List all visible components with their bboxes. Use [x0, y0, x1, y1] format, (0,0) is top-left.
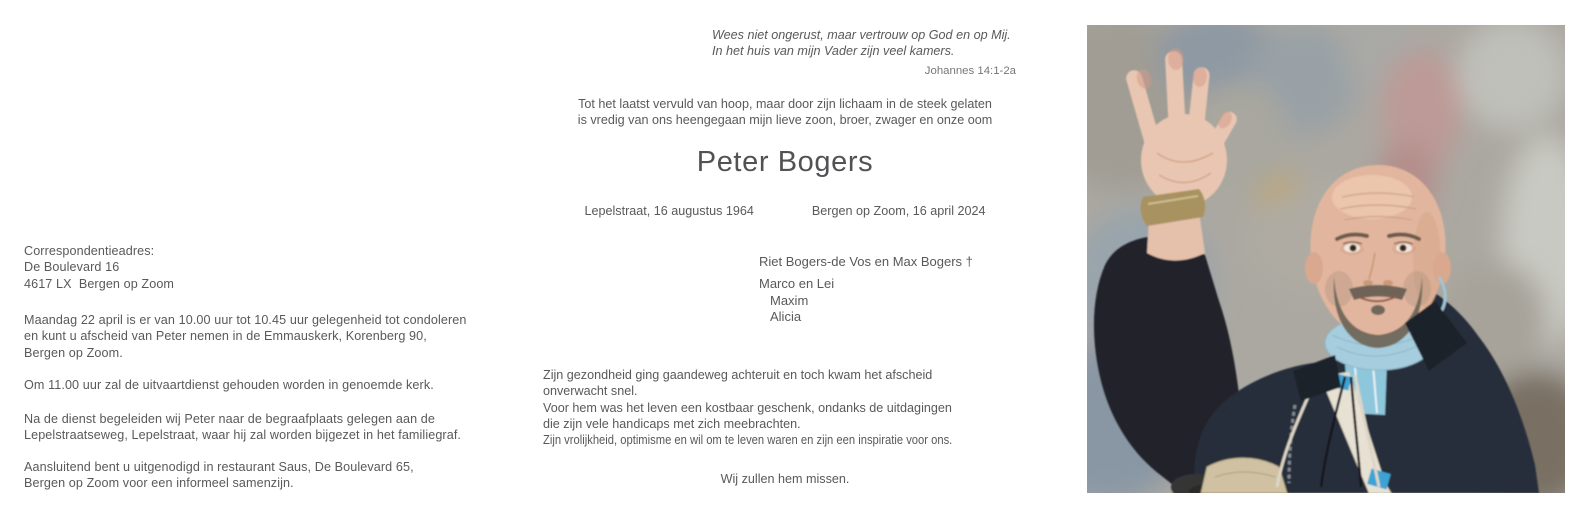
- deceased-name: Peter Bogers: [696, 146, 874, 178]
- soul-patch: [1371, 305, 1385, 315]
- tribute-line: Zijn gezondheid ging gaandeweg achteruit en toch kwam het afscheid: [543, 368, 933, 382]
- reception-line: Aansluitend bent u uitgenodigd in restaurant Saus, De Boulevard 65,: [24, 460, 414, 474]
- funeral-service-block: [24, 377, 434, 393]
- announcement-line: is vredig van ons heengegaan mijn lieve zoon, broer, zwager en onze oom: [577, 113, 993, 128]
- tribute-line: die zijn vele handicaps met zich meebrachten.: [543, 416, 801, 431]
- death-announcement: [540, 96, 1030, 129]
- cheek-stubble: [1325, 271, 1353, 307]
- reception-info-block: [24, 459, 414, 492]
- family-parents: Riet Bogers-de Vos en Max Bogers †: [759, 254, 973, 269]
- bible-quote-line: Wees niet ongerust, maar vertrouw op God en op Mij.: [712, 28, 1011, 42]
- correspondence-city: 4617 LX Bergen op Zoom: [24, 276, 175, 291]
- portrait-photo-illustration: [1087, 25, 1565, 493]
- cheek-stubble: [1403, 271, 1431, 307]
- condolence-line: Maandag 22 april is er van 10.00 uur tot 10.45 uur gelegenheid tot condoleren: [24, 313, 467, 327]
- memorial-center-panel: [540, 0, 1030, 513]
- family-siblings: Marco en Lei: [759, 276, 835, 292]
- service-line: Om 11.00 uur zal de uitvaartdienst gehouden worden in genoemde kerk.: [24, 378, 434, 392]
- condolence-line: en kunt u afscheid van Peter nemen in de Emmauskerk, Korenberg 90,: [24, 329, 427, 344]
- burial-info-block: [24, 411, 461, 444]
- tribute-line: Zijn vrolijkheid, optimisme en wil om te leven waren en zijn een inspiratie voor ons.: [543, 433, 953, 448]
- condolence-info-block: [24, 312, 467, 361]
- death-place-date: Bergen op Zoom, 16 april 2024: [811, 204, 986, 218]
- birth-place-date: Lepelstraat, 16 augustus 1964: [584, 204, 754, 218]
- closing-line: Wij zullen hem missen.: [720, 472, 850, 486]
- tribute-text-block: [543, 367, 1003, 448]
- tribute-line: Voor hem was het leven een kostbaar geschenk, ondanks de uitdagingen: [543, 400, 952, 415]
- family-names-block: [759, 254, 973, 325]
- family-child: Alicia: [770, 308, 802, 324]
- bible-quote: [712, 28, 1016, 80]
- life-dates: [540, 203, 1030, 219]
- condolence-line: Bergen op Zoom.: [24, 345, 123, 360]
- portrait-photo: [1087, 25, 1565, 493]
- correspondence-label: Correspondentieadres:: [24, 244, 155, 258]
- correspondence-street: De Boulevard 16: [24, 260, 120, 275]
- burial-line: Lepelstraatseweg, Lepelstraat, waar hij zal worden bijgezet in het familiegraf.: [24, 428, 462, 443]
- tribute-line: onverwacht snel.: [543, 384, 638, 399]
- left-ear: [1305, 252, 1323, 284]
- bible-quote-line: In het huis van mijn Vader zijn veel kamers.: [712, 43, 955, 58]
- reception-line: Bergen op Zoom voor een informeel samenzijn.: [24, 476, 294, 491]
- correspondence-address-block: [24, 243, 174, 292]
- bible-reference: Johannes 14:1-2a: [924, 65, 1016, 78]
- announcement-line: Tot het laatst vervuld van hoop, maar door zijn lichaam in de steek gelaten: [578, 97, 992, 111]
- family-child: Maxim: [770, 292, 809, 308]
- burial-line: Na de dienst begeleiden wij Peter naar de begraafplaats gelegen aan de: [24, 412, 435, 426]
